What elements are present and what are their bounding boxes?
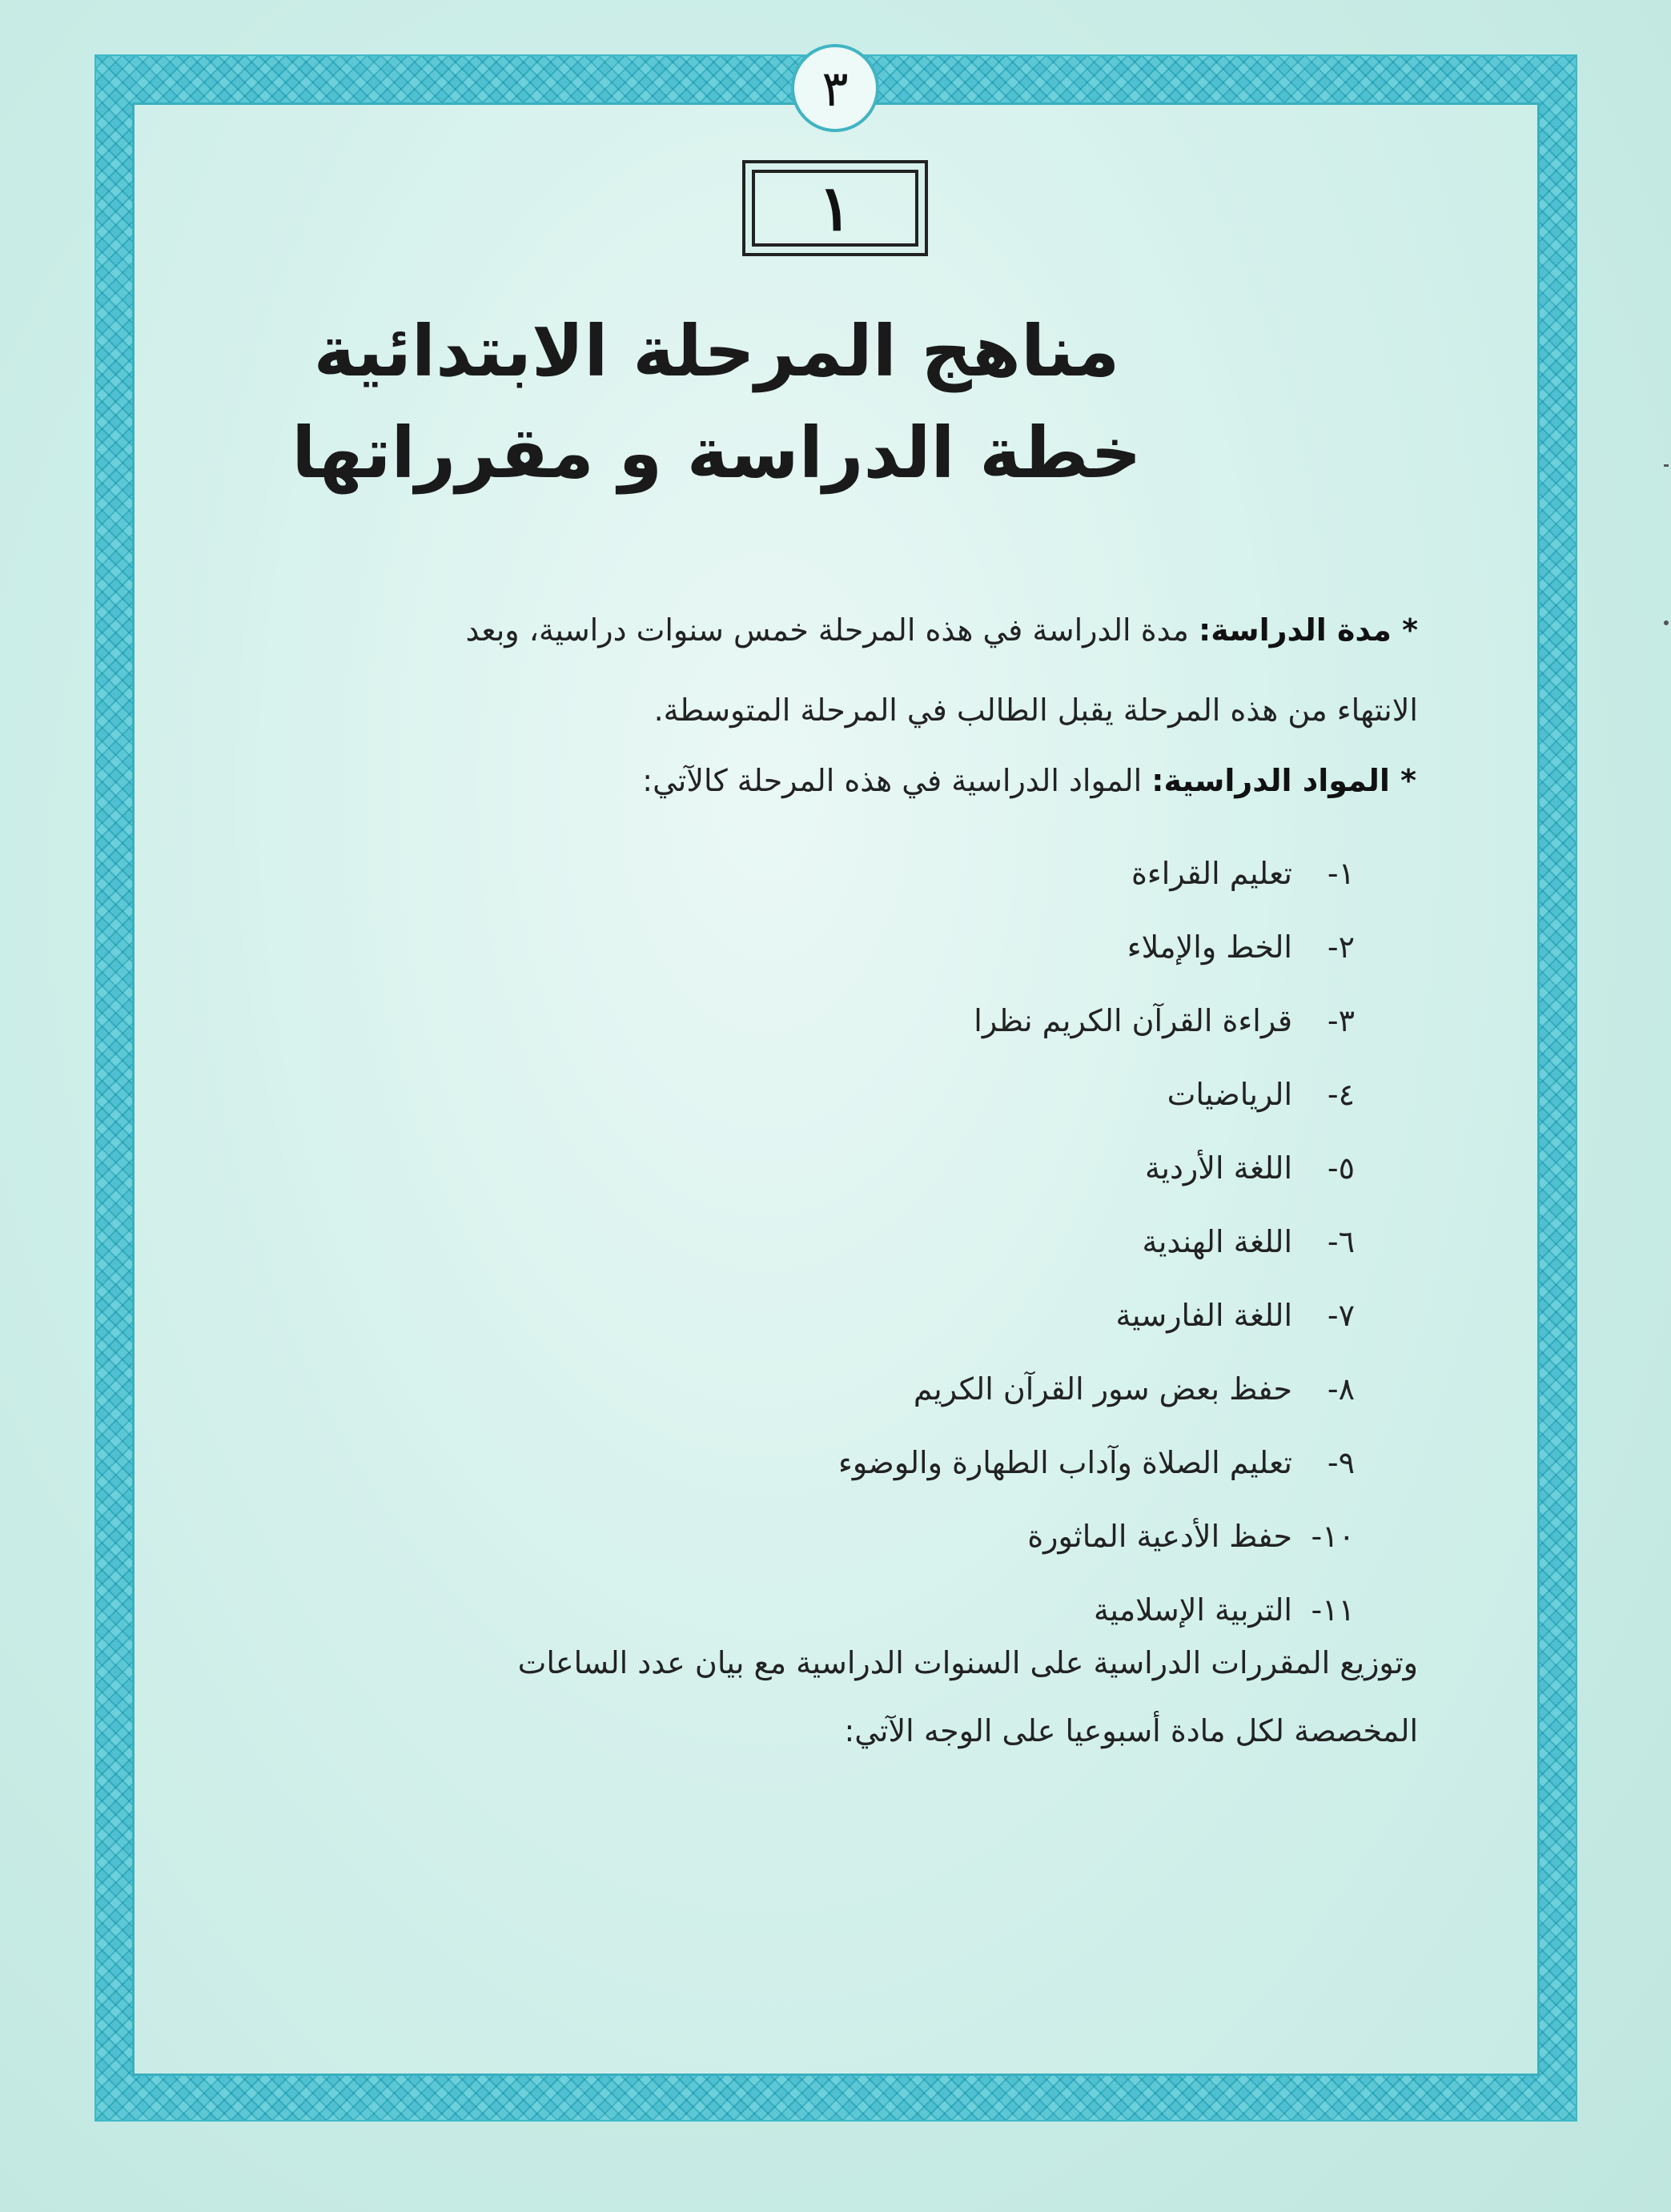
distribution-paragraph	[517, 1645, 1418, 1680]
item-text: اللغة الأردية	[1145, 1150, 1292, 1186]
page-title: مناهج المرحلة الابتدائية	[313, 310, 1120, 392]
item-text: الرياضيات	[1167, 1077, 1292, 1112]
item-number: ٦-	[1327, 1224, 1355, 1259]
item-number: ٢-	[1327, 929, 1355, 965]
list-item	[838, 984, 1355, 1058]
item-text: حفظ الأدعية الماثورة	[1027, 1519, 1292, 1554]
subjects-label: * المواد الدراسية:	[1151, 763, 1416, 798]
item-text: اللغة الفارسية	[1115, 1298, 1292, 1333]
page-number: ٣	[791, 44, 879, 132]
item-number: ٣-	[1327, 1003, 1355, 1038]
item-text: قراءة القرآن الكريم نظرا	[974, 1003, 1292, 1038]
item-number: ١١-	[1311, 1592, 1355, 1628]
study-duration-paragraph	[465, 612, 1418, 648]
scan-speck	[1664, 620, 1669, 625]
item-number: ٧-	[1327, 1298, 1355, 1333]
item-text: التربية الإسلامية	[1093, 1592, 1292, 1628]
item-text: الخط والإملاء	[1127, 929, 1292, 965]
list-item	[838, 1426, 1355, 1499]
study-duration-continuation	[653, 693, 1418, 728]
study-duration-label: * مدة الدراسة:	[1199, 612, 1418, 648]
item-text: تعليم الصلاة وآداب الطهارة والوضوء	[838, 1445, 1292, 1480]
distribution-text-2: المخصصة لكل مادة أسبوعيا على الوجه الآتي:	[844, 1713, 1418, 1748]
item-number: ٥-	[1327, 1150, 1355, 1186]
page-subtitle: خطة الدراسة و مقرراتها	[291, 411, 1142, 494]
subjects-list	[838, 837, 1355, 1647]
distribution-continuation	[844, 1713, 1418, 1748]
subjects-intro: المواد الدراسية في هذه المرحلة كالآتي:	[642, 763, 1143, 798]
item-number: ١-	[1327, 856, 1355, 891]
study-duration-text-2: الانتهاء من هذه المرحلة يقبل الطالب في المرحلة المتوسطة.	[653, 693, 1418, 728]
list-item	[838, 1279, 1355, 1352]
list-item	[838, 837, 1355, 910]
list-item	[838, 1058, 1355, 1131]
item-number: ١٠-	[1311, 1519, 1355, 1554]
item-number: ٩-	[1327, 1445, 1355, 1480]
list-item	[838, 1205, 1355, 1279]
scan-speck	[1664, 464, 1669, 467]
list-item	[838, 1573, 1355, 1647]
item-number: ٤-	[1327, 1077, 1355, 1112]
item-text: حفظ بعض سور القرآن الكريم	[913, 1371, 1292, 1407]
distribution-text-1: وتوزيع المقررات الدراسية على السنوات الدراسية مع بيان عدد الساعات	[517, 1645, 1418, 1680]
list-item	[838, 1352, 1355, 1426]
study-duration-text-1: مدة الدراسة في هذه المرحلة خمس سنوات دراسية، وبعد	[465, 612, 1189, 648]
list-item	[838, 1131, 1355, 1205]
item-text: اللغة الهندية	[1142, 1224, 1292, 1259]
chapter-number: ١	[742, 160, 928, 256]
list-item	[838, 910, 1355, 984]
item-text: تعليم القراءة	[1131, 856, 1292, 891]
list-item	[838, 1499, 1355, 1573]
subjects-paragraph	[642, 765, 1416, 796]
item-number: ٨-	[1327, 1371, 1355, 1407]
